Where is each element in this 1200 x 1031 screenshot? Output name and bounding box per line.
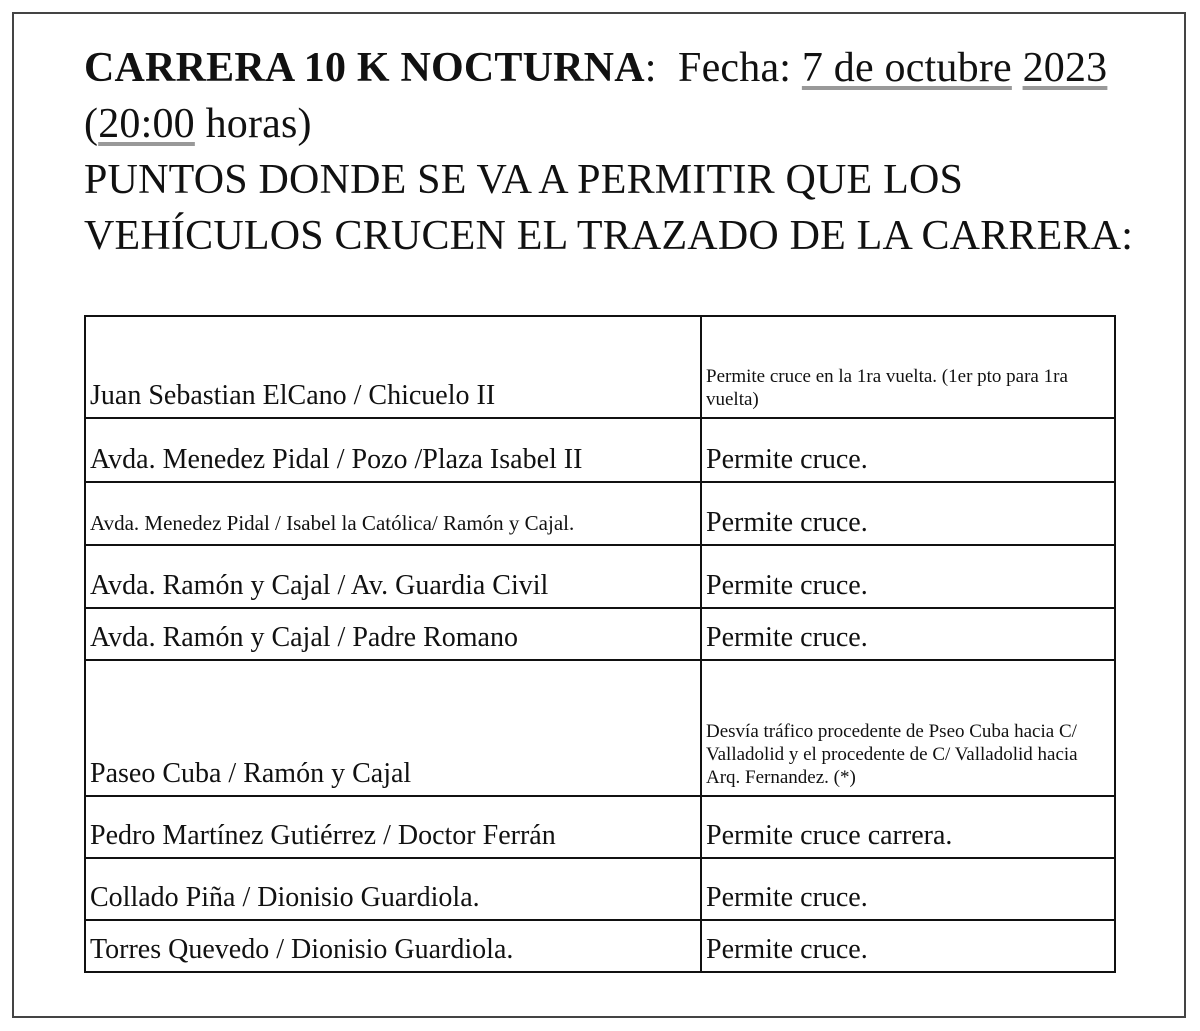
status-cell: Permite cruce en la 1ra vuelta. (1er pto para 1ra vuelta): [701, 316, 1115, 418]
event-date: 7 de octubre: [801, 45, 1012, 91]
status-cell: Permite cruce.: [701, 545, 1115, 608]
table-row: [85, 316, 1115, 418]
crossing-points-table: [84, 315, 1116, 973]
location-cell: Pedro Martínez Gutiérrez / Doctor Ferrán: [85, 796, 701, 858]
location-cell: Avda. Menedez Pidal / Pozo /Plaza Isabel II: [85, 418, 701, 482]
subheading: PUNTOS DONDE SE VA A PERMITIR QUE LOS VEHÍCULOS CRUCEN EL TRAZADO DE LA CARRERA:: [84, 157, 1134, 259]
event-time: 20:00: [98, 101, 195, 147]
location-cell: Collado Piña / Dionisio Guardiola.: [85, 858, 701, 920]
location-cell: Avda. Menedez Pidal / Isabel la Católica/ Ramón y Cajal.: [85, 482, 701, 545]
table-row: [85, 482, 1115, 545]
status-cell: Permite cruce.: [701, 418, 1115, 482]
location-cell: Paseo Cuba / Ramón y Cajal: [85, 660, 701, 796]
status-cell: Permite cruce carrera.: [701, 796, 1115, 858]
table-row: [85, 545, 1115, 608]
event-year: 2023: [1022, 45, 1108, 91]
time-suffix: horas): [205, 101, 312, 147]
document-heading: [84, 40, 1144, 264]
location-cell: Torres Quevedo / Dionisio Guardiola.: [85, 920, 701, 972]
location-cell: Juan Sebastian ElCano / Chicuelo II: [85, 316, 701, 418]
table-row: [85, 858, 1115, 920]
status-cell: Permite cruce.: [701, 858, 1115, 920]
status-cell: Desvía tráfico procedente de Pseo Cuba hacia C/ Valladolid y el procedente de C/ Valladolid hacia Arq. Fernandez. (*): [701, 660, 1115, 796]
table-row: [85, 920, 1115, 972]
status-cell: Permite cruce.: [701, 482, 1115, 545]
location-cell: Avda. Ramón y Cajal / Padre Romano: [85, 608, 701, 660]
location-cell: Avda. Ramón y Cajal / Av. Guardia Civil: [85, 545, 701, 608]
table-row: [85, 608, 1115, 660]
event-name: CARRERA 10 K NOCTURNA: [84, 45, 645, 91]
time-open: (: [84, 101, 99, 147]
date-label: Fecha:: [678, 45, 792, 91]
table-row: [85, 796, 1115, 858]
status-cell: Permite cruce.: [701, 608, 1115, 660]
heading-separator: :: [644, 45, 657, 91]
table-row: [85, 418, 1115, 482]
status-cell: Permite cruce.: [701, 920, 1115, 972]
table-row: [85, 660, 1115, 796]
